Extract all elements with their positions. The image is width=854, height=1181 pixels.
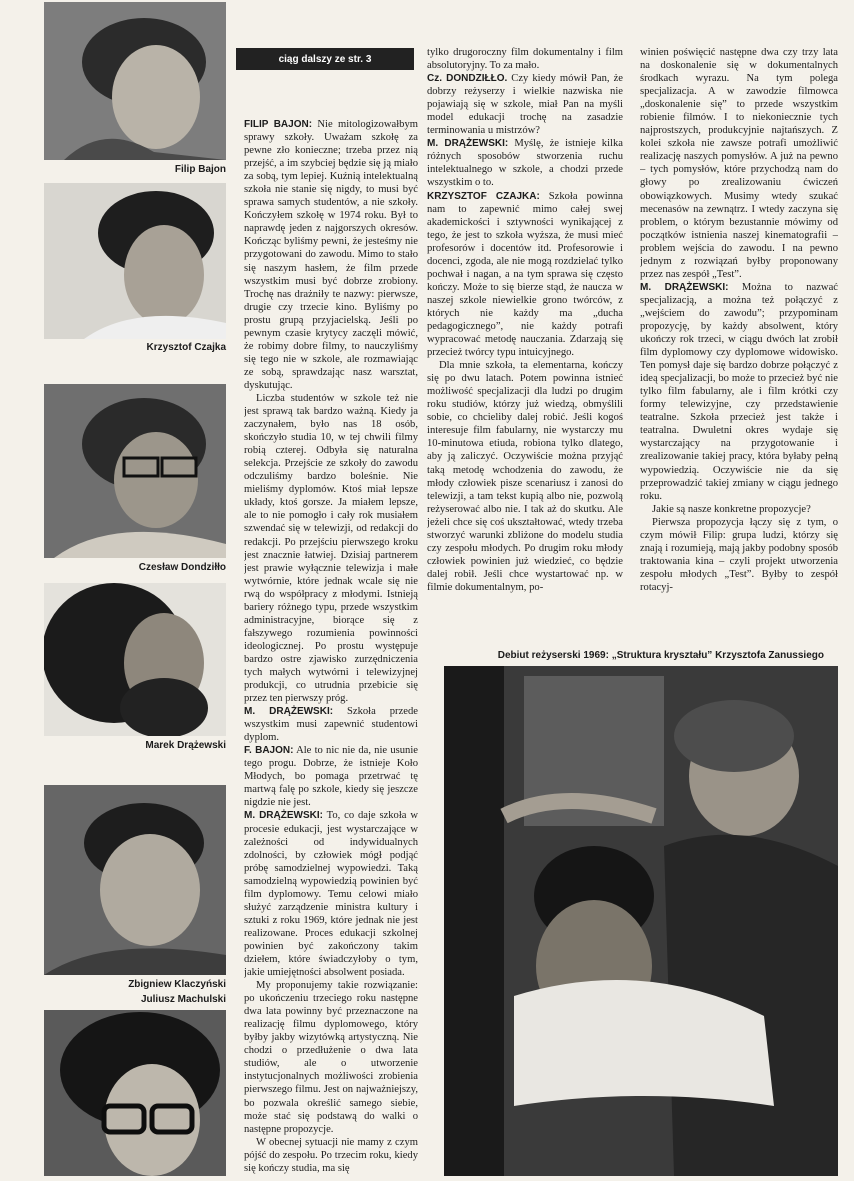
film-still-caption: Debiut reżyserski 1969: „Struktura kryształu” Krzysztofa Zanussiego	[497, 650, 824, 661]
paragraph: Pierwsza propozycja łączy się z tym, o czym mówił Filip: grupa ludzi, którzy się znają i rozumieją, mają jakby podobny sposób traktowania kina – czyli projekt utworzenia zespołu młodych „Test”. Byłby to zespół rotacyj-	[640, 516, 838, 593]
paragraph: winien poświęcić następne dwa czy trzy lata na doskonalenie się w dokumentalnych środkach wyrazu. Na tym polega specjalizacja. A w zawodzie filmowca „doskonalenie się” to przede wszystkim robienie filmów. I to niekoniecznie tych najprostszych, produkcyjnie najtańszych. Z kolei szkoła nie zawsze potrafi umożliwić realizację naszych pomysłów. A już na pewno – tych pomysłów, które przychodzą nam do głowy po zrealizowaniu ćwiczeń obowiązkowych. Musimy wtedy szukać mecenasów na zewnątrz. I wtedy zaczyna się problem, o którym bezustannie mówimy od początków istnienia naszej kinematografii – problem wejścia do zawodu. I na pewno jednym z rozwiązań byłby proponowany przez nas zespół „Test”.	[640, 47, 838, 280]
photo-juliusz-machulski	[44, 1010, 226, 1176]
photo-caption: Zbigniew Klaczyński	[128, 979, 226, 990]
photo-zbigniew-klaczynski	[44, 785, 226, 975]
paragraph: F. BAJON: Ale to nic nie da, nie usunie tego progu. Dobrze, że istnieje Koło Młodych, bo pomaga przetrwać tę martwą falę po szkole, kiedy się jeszcze nigdzie nie jest.	[244, 745, 418, 809]
text-column-2	[427, 46, 623, 638]
paragraph: W obecnej sytuacji nie mamy z czym pójść do zespołu. Po trzecim roku, kiedy się kończy studia, ma się	[244, 1136, 418, 1174]
paragraph: M. DRĄŻEWSKI: Szkoła przede wszystkim musi zapewnić studentowi dyplom.	[244, 706, 418, 744]
paragraph: M. DRĄŻEWSKI: To, co daje szkoła w procesie edukacji, jest wystarczające w zależności od indywidualnych zdolności, by człowiek mógł podjąć próbę samodzielnej wypowiedzi. Taką samodzielną wypowiedzią powinien być film dyplomowy. Temu celowi miało służyć zarządzenie ministra kultury i sztuki z roku 1969, które jednak nie jest realizowane. Proces edukacji szkolnej powinien być zakończony takim dziełem, które świadczyłoby o tym, jakie umiejętności absolwent posiada.	[244, 810, 418, 979]
paragraph: Cz. DONDZIŁŁO. Czy kiedy mówił Pan, że dobrzy reżyserzy i wielkie nazwiska nie pojawiają się w szkole, miał Pan na myśli model edukacji trochę na zasadzie terminowania u mistrzów?	[427, 73, 623, 137]
photo-caption: Juliusz Machulski	[140, 994, 226, 1005]
text-column-3	[640, 46, 838, 638]
film-still-photo	[444, 666, 838, 1176]
photo-caption: Filip Bajon	[174, 164, 226, 175]
photo-caption: Marek Drążewski	[145, 740, 226, 751]
paragraph: M. DRĄŻEWSKI: Można to nazwać specjalizacją, a można też połączyć z „wejściem do zawodu”; przypominam propozycję, by każdy absolwent, który ukończy rok trzeci, w ciągu dwóch lat zrobił film dyplomowy czy dyplomowe widowisko. Ten pomysł daje się bardzo dobrze połączyć z ideą specjalizacji, bo może to przecież być nie tylko film fabularny, ale i film krótki czy formy telewizyjne, czy przedstawienie teatralne. Szkoła przecież jest także i teatralna. Dwuletni okres wydaje się wystarczający na przygotowanie i zrealizowanie takiej pracy, która byłaby pełną wypowiedzią. Oczywiście nie da się przeprowadzić takiej zmiany w ciągu jednego roku.	[640, 281, 838, 502]
paragraph: M. DRĄŻEWSKI: Myślę, że istnieje kilka różnych sposobów stworzenia ruchu intelektualnego w szkole, a chodzi przede wszystkim o to.	[427, 138, 623, 189]
paragraph: FILIP BAJON: Nie mitologizowałbym sprawy szkoły. Uważam szkołę za pewne zło konieczne; trzeba przez nią przejść, a im szybciej będzie się ją miało za sobą, tym lepiej. Kuźnią intelektualną szkoła nie stanie się nigdy, to musi być sprawa samych studentów, a nie szkoły. Kończyłem szkołę w 1974 roku. Był to naprawdę jeden z najgorszych okresów. Kończąc byliśmy pewni, że jesteśmy nie przygotowani do zawodu. Mimo to stało się naszym hasłem, że film przede wszystkim musi być dobrze zrobiony. Trochę nas drażniły te nazwy: pierwsze, drugie czy trzecie kino. Byliśmy po prostu grupą przyjacielską. Jeśli po pewnym czasie krytycy zaczęli mówić, że robimy dobre filmy, to nauczyliśmy się tego nie w szkole, ale rozmawiając ze sobą, sprawdzając nasz warsztat, dyskutując.	[244, 119, 418, 391]
continuation-banner: ciąg dalszy ze str. 3	[236, 48, 414, 70]
photo-krzysztof-czajka	[44, 183, 226, 339]
text-column-1	[244, 118, 418, 1176]
paragraph: Liczba studentów w szkole też nie jest sprawą tak bardzo ważną. Kiedy ja zaczynałem, było nas 18 osób, skończyło studia 10, w tej chwili filmy robią czterej. Odbyła się naturalna selekcja. Przejście ze szkoły do zawodu odczuliśmy bardzo boleśnie. Nie mieliśmy dyplomów. Ktoś miał lepsze układy, ktoś gorsze. Ja miałem lepsze, ale to nie pomogło i cały rok musiałem szwendać się w telewizji, od redakcji do redakcji. Po przejściu pierwszego kroku jest znacznie łatwiej. Dzisiaj partnerem jest prawie wyłącznie telewizja i małe wytwórnie, które jednak wcale się nie rwą do współpracy z młodymi. Istnieją bariery różnego typu, przede wszystkim administracyjne, biorące się z fałszywego rozumienia powinności ideologicznej. Po prostu występuje bardzo ostre zjawisko zurzędniczenia tych małych wytwórni i telewizyjnej produkcji, co utrudnia przebicie się przez ten pierwszy próg.	[244, 392, 418, 705]
paragraph: tylko drugoroczny film dokumentalny i film absolutoryjny. To za mało.	[427, 47, 623, 72]
photo-caption: Czesław Dondziłło	[138, 562, 226, 573]
paragraph: KRZYSZTOF CZAJKA: Szkoła powinna nam to zapewnić mimo całej swej akademickości i sztywności wynikającej z tego, że jest to szkoła wyższa, że musi mieć profesorów i docentów itd. Profesorowie i docenci, zgoda, ale nie mogą rozdzielać tylko pochwał i nagan, a na tym sprawa się często kończy. Może to się bierze stąd, że naucza w naszej szkole niewielkie grono twórców, z których nie każdy ma „ducha pedagogicznego”, nie każdy potrafi wypracować metodę nauczania. Zdarzają się przecież twórcy typu intuicyjnego.	[427, 190, 623, 359]
paragraph: Jakie są nasze konkretne propozycje?	[652, 503, 811, 515]
photo-czeslaw-dondzillo	[44, 384, 226, 558]
photo-filip-bajon	[44, 2, 226, 160]
paragraph: My proponujemy takie rozwiązanie: po ukończeniu trzeciego roku następne dwa lata powinny być przeznaczone na realizację filmu dyplomowego, który byłby jakby wizytówką artystyczną. Nie chodzi o przedłużenie o dwa lata studiów, ale o utworzenie instytucjonalnych możliwości zrobienia pierwszego filmu. Jest on najważniejszy, bo pozwala określić samego siebie, może stać się podstawą do walki o następne propozycje.	[244, 980, 418, 1135]
photo-caption: Krzysztof Czajka	[146, 342, 226, 353]
photo-marek-drazewski	[44, 583, 226, 736]
paragraph: Dla mnie szkoła, ta elementarna, kończy się po dwu latach. Potem powinna istnieć możliwość specjalizacji dla ludzi po drugim roku studiów, którzy już wiedzą, obmyślili sobie, co chcieliby dalej robić. Jeśli kogoś interesuje film fabularny, nie wystarczy mu 10-minutowa etiuda, robiona tylko dlatego, aby ją zaliczyć. Oczywiście można przyjąć taką metodę wchodzenia do zawodu, że młody człowiek pisze scenariusz i zanosi do telewizji, a tam tekst kupią albo nie, pozwolą reżyserować albo nie. I tak aż do skutku. Ale jeżeli chce się coś ukształtować, wtedy trzeba stworzyć warunki zbliżone do modelu studia czy zespołu młodych. Po drugim roku młody człowiek powinien już wiedzieć, co będzie dalej robił. Jeśli chce wystartować np. w filmie dokumentalnym, po-	[427, 360, 623, 593]
